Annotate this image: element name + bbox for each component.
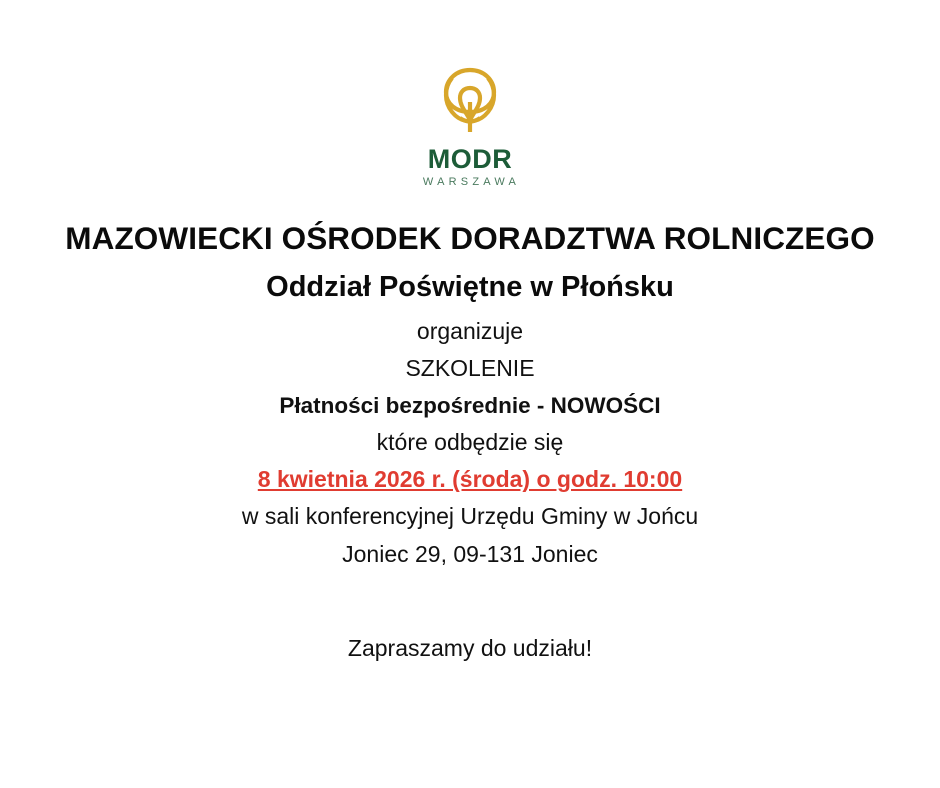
- intro-text: organizuje: [416, 318, 524, 344]
- trinity-knot-leaf-icon: [426, 58, 514, 142]
- event-venue: w sali konferencyjnej Urzędu Gminy w Jońcu: [241, 503, 699, 530]
- announcement-body: [0, 218, 940, 662]
- event-title: Płatności bezpośrednie - NOWOŚCI: [279, 392, 661, 418]
- logo: [420, 58, 520, 188]
- which-will-take-place: które odbędzie się: [376, 428, 564, 455]
- spacer: [0, 573, 940, 635]
- organization-name-line-1: MAZOWIECKI OŚRODEK DORADZTWA ROLNICZEGO: [65, 220, 875, 256]
- organization-name-line-2: Oddział Poświętne w Płońsku: [266, 271, 674, 304]
- closing-invitation: Zapraszamy do udziału!: [347, 634, 593, 661]
- event-kind: SZKOLENIE: [405, 355, 535, 382]
- event-datetime: 8 kwietnia 2026 r. (środa) o godz. 10:00: [257, 466, 683, 493]
- logo-subtitle: WARSZAWA: [422, 176, 521, 188]
- logo-wordmark: MODR: [427, 144, 513, 174]
- event-address: Joniec 29, 09-131 Joniec: [342, 540, 598, 567]
